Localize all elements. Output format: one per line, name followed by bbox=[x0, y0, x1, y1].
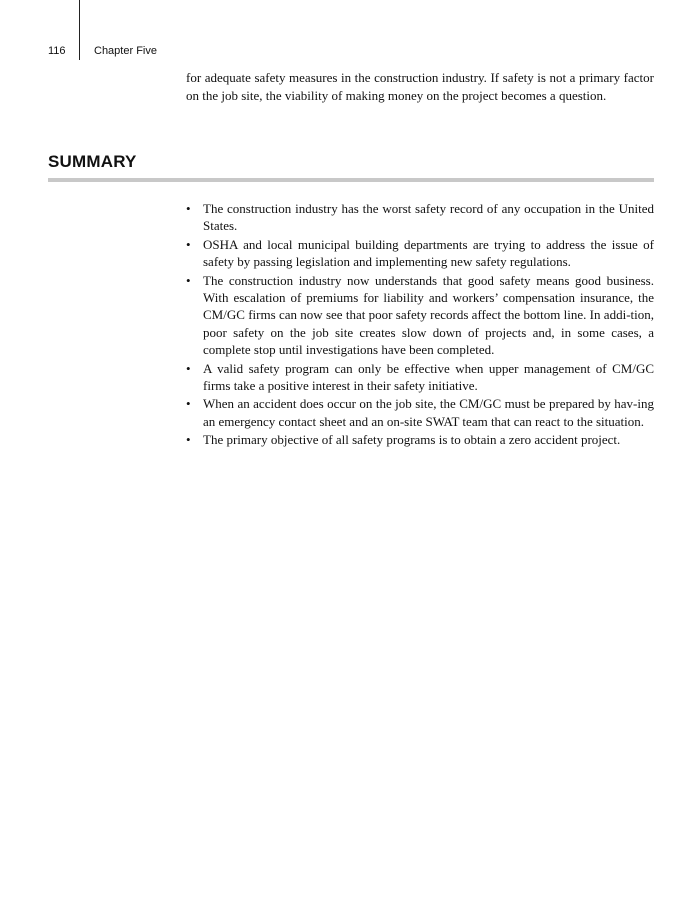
summary-bullet-text: OSHA and local municipal building departments are trying to address the issue of safety by passing legislation and implementing new safety regulations. bbox=[203, 236, 654, 270]
running-head-chapter: Chapter Five bbox=[94, 45, 157, 57]
summary-bullet-item bbox=[186, 360, 654, 395]
bullet-icon: • bbox=[186, 360, 191, 376]
header-divider bbox=[79, 0, 80, 60]
intro-paragraph: for adequate safety measures in the construction industry. If safety is not a primary factor on the job site, the viability of making money on the project becomes a question. bbox=[186, 70, 654, 103]
summary-bullet-text: The construction industry has the worst safety record of any occupation in the United States. bbox=[203, 201, 654, 234]
section-heading-rule bbox=[48, 178, 654, 182]
summary-bullet-item bbox=[186, 236, 654, 271]
summary-bullet-text: The construction industry now understands that good safety means good business. With escalation of premiums for liability and workers’ compensation insurance, the CM/GC firms can now see that poor safety records affect the bottom line. In addi-tion, poor safety on the job site creates slow down of projects and, in some cases, a complete stop until investigations have been completed. bbox=[203, 272, 654, 358]
bullet-icon: • bbox=[186, 272, 191, 288]
summary-bullet-text: A valid safety program can only be effective when upper management of CM/GC firms take a positive interest in their safety initiative. bbox=[203, 360, 654, 394]
summary-bullet-item bbox=[186, 431, 654, 448]
summary-bullet-text: The primary objective of all safety programs is to obtain a zero accident project. bbox=[203, 432, 621, 448]
section-heading-summary: SUMMARY bbox=[48, 152, 137, 171]
summary-bullet-list bbox=[186, 200, 654, 450]
summary-bullet-item bbox=[186, 272, 654, 359]
bullet-icon: • bbox=[186, 236, 191, 252]
summary-bullet-item bbox=[186, 200, 654, 235]
bullet-icon: • bbox=[186, 201, 191, 216]
bullet-icon: • bbox=[186, 432, 191, 448]
summary-bullet-text: When an accident does occur on the job site, the CM/GC must be prepared by hav-ing an emergency contact sheet and an on-site SWAT team that can react to the situation. bbox=[203, 396, 654, 429]
summary-bullet-item bbox=[186, 395, 654, 430]
bullet-icon: • bbox=[186, 396, 191, 412]
page-number: 116 bbox=[48, 45, 66, 57]
